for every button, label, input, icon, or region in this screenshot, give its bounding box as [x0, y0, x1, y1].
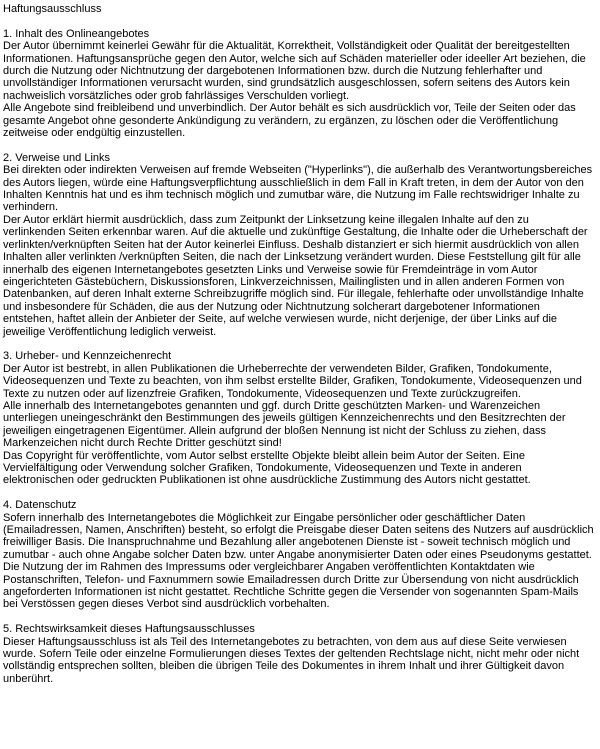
paragraph: Sofern innerhalb des Internetangebotes die Möglichkeit zur Eingabe persönlicher oder geschäftlicher Daten (Emailadressen, Namen, Anschriften) besteht, so erfolgt die Preisgabe dieser Daten seitens des Nutzers auf ausdrücklich freiwilliger Basis. Die Inanspruchnahme und Bezahlung aller angebotenen Dienste ist - soweit technisch möglich und zumutbar - auch ohne Angabe solcher Daten bzw. unter Angabe anonymisierter Daten oder eines Pseudonyms gestattet. Die Nutzung der im Rahmen des Impressums oder vergleichbarer Angaben veröffentlichten Kontaktdaten wie Postanschriften, Telefon- und Faxnummern sowie Emailadressen durch Dritte zur Übersendung von nicht ausdrücklich angeforderten Informationen ist nicht gestattet. Rechtliche Schritte gegen die Versender von sogenannten Spam-Mails bei Verstössen gegen dieses Verbot sind ausdrücklich vorbehalten. — [3, 511, 594, 611]
section-heading: 3. Urheber- und Kennzeichenrecht — [3, 350, 172, 363]
section-rechtswirksamkeit — [3, 623, 594, 685]
paragraph: Bei direkten oder indirekten Verweisen auf fremde Webseiten ("Hyperlinks"), die außerhalb des Verantwortungsbereiches des Autors liegen, würde eine Haftungsverpflichtung ausschließlich in dem Fall in Kraft treten, in dem der Autor von den Inhalten Kenntnis hat und es ihm technisch möglich und zumutbar wäre, die Nutzung im Falle rechtswidriger Inhalte zu verhindern. — [3, 164, 593, 214]
section-heading: 5. Rechtswirksamkeit dieses Haftungsausschlusses — [3, 623, 255, 636]
paragraph: Der Autor ist bestrebt, in allen Publikationen die Urheberrechte der verwendeten Bilder, Grafiken, Tondokumente, Videosequenzen und Texte zu beachten, von ihm selbst erstellte Bilder, Grafiken, Tondokumente, Videosequenzen und Texte zu nutzen oder auf lizenzfreie Grafiken, Tondokumente, Videosequenzen und Texte zurückzugreifen. — [3, 362, 582, 400]
paragraph: Alle innerhalb des Internetangebotes genannten und ggf. durch Dritte geschützten Marken- und Warenzeichen unterliegen uneingeschränkt den Bestimmungen des jeweils gültigen Kennzeichenrechts und den Besitzrechten der jeweiligen eingetragenen Eigentümer. Allein aufgrund der bloßen Nennung ist nicht der Schluss zu ziehen, dass Markenzeichen nicht durch Rechte Dritter geschützt sind! — [3, 399, 566, 450]
paragraph: Der Autor übernimmt keinerlei Gewähr für die Aktualität, Korrektheit, Vollständigkeit oder Qualität der bereitgestellten Informationen. Haftungsansprüche gegen den Autor, welche sich auf Schäden materieller oder ideeller Art beziehen, die durch die Nutzung oder Nichtnutzung der dargebotenen Informationen bzw. durch die Nutzung fehlerhafter und unvollständiger Informationen verursacht wurden, sind grundsätzlich ausgeschlossen, sofern seitens des Autors kein nachweislich vorsätzliches oder grob fahrlässiges Verschulden vorliegt. — [3, 40, 586, 102]
section-heading: 4. Datenschutz — [3, 499, 77, 512]
paragraph: Das Copyright für veröffentlichte, vom Autor selbst erstellte Objekte bleibt allein beim Autor der Seiten. Eine Vervielfältigung oder Verwendung solcher Grafiken, Tondokumente, Videosequenzen und Texte in anderen elektronischen oder gedruckten Publikationen ist ohne ausdrückliche Zustimmung des Autors nicht gestattet. — [3, 449, 531, 487]
section-heading: 2. Verweise und Links — [3, 151, 111, 164]
section-inhalt-des-onlineangebotes — [3, 28, 594, 140]
section-verweise-und-links — [3, 152, 594, 338]
paragraph: Alle Angebote sind freibleibend und unverbindlich. Der Autor behält es sich ausdrücklich vor, Teile der Seiten oder das gesamte Angebot ohne gesonderte Ankündigung zu verändern, zu ergänzen, zu löschen oder die Veröffentlichung zeitweise oder endgültig einzustellen. — [3, 102, 576, 140]
disclaimer-document — [3, 3, 594, 685]
section-urheber-und-kennzeichenrecht — [3, 350, 594, 486]
section-datenschutz — [3, 499, 594, 611]
paragraph: Dieser Haftungsausschluss ist als Teil des Internetangebotes zu betrachten, von dem aus auf diese Seite verwiesen wurde. Sofern Teile oder einzelne Formulierungen dieses Textes der geltenden Rechtslage nicht, nicht mehr oder nicht vollständig entsprechen sollten, bleiben die übrigen Teile des Dokumentes in ihrem Inhalt und ihrer Gültigkeit davon unberührt. — [3, 635, 580, 685]
section-heading: 1. Inhalt des Onlineangebotes — [3, 27, 150, 40]
page-title: Haftungsausschluss — [3, 3, 102, 15]
paragraph: Der Autor erklärt hiermit ausdrücklich, dass zum Zeitpunkt der Linksetzung keine illegalen Inhalte auf den zu verlinkenden Seiten erkennbar waren. Auf die aktuelle und zukünftige Gestaltung, die Inhalte oder die Urheberschaft der verlinkten/verknüpften Seiten hat der Autor keinerlei Einfluss. Deshalb distanziert er sich hiermit ausdrücklich von allen Inhalten aller verlinkten /verknüpften Seiten, die nach der Linksetzung verändert wurden. Diese Feststellung gilt für alle innerhalb des eigenen Internetangebotes gesetzten Links und Verweise sowie für Fremdeinträge in vom Autor eingerichteten Gästebüchern, Diskussionsforen, Linkverzeichnissen, Mailinglisten und in allen anderen Formen von Datenbanken, auf deren Inhalt externe Schreibzugriffe möglich sind. Für illegale, fehlerhafte oder unvollständige Inhalte und insbesondere für Schäden, die aus der Nutzung oder Nichtnutzung solcherart dargebotener Informationen entstehen, haftet allein der Anbieter der Seite, auf welche verwiesen wurde, nicht derjenige, der über Links auf die jeweilige Veröffentlichung lediglich verweist. — [3, 213, 588, 338]
